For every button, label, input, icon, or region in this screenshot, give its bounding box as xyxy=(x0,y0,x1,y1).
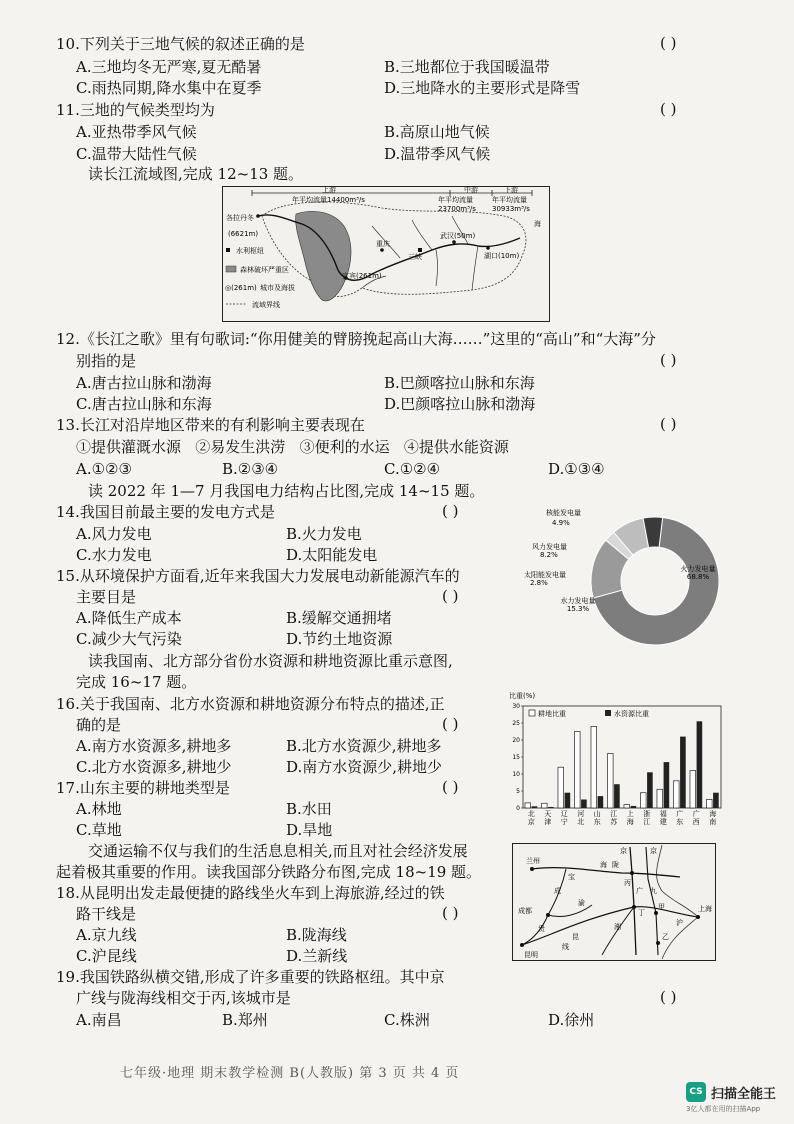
q16-option-a: A.南方水资源多,耕地多 xyxy=(76,737,232,755)
bar-chart-ylabel: 比重(%) xyxy=(509,692,536,700)
flow-middle-value: 23700m³/s xyxy=(438,205,476,213)
q16-stem-2: 确的是 xyxy=(76,716,122,734)
bar-farmland-0 xyxy=(525,803,531,808)
q13-option-b: B.②③④ xyxy=(222,460,279,478)
rail-jiu: 九 xyxy=(650,887,657,895)
q18-option-d: D.兰新线 xyxy=(286,947,348,965)
scanner-watermark xyxy=(686,1082,776,1114)
q13-answer-paren: ( ) xyxy=(660,415,677,433)
rail-guang: 广 xyxy=(636,887,643,895)
donut-category-4: 核能发电量 xyxy=(546,509,581,517)
q18-option-b: B.陇海线 xyxy=(286,926,347,944)
bar-xlabel-5-1: 苏 xyxy=(610,818,618,826)
q13-option-c: C.①②④ xyxy=(384,460,441,478)
q10-option-b: B.三地都位于我国暖温带 xyxy=(384,58,550,76)
q10-option-d: D.三地降水的主要形式是降雪 xyxy=(384,79,581,97)
rail-shanghai: 上海 xyxy=(698,905,712,913)
legend-water: 水资源比重 xyxy=(614,710,649,718)
q10-option-c: C.雨热同期,降水集中在夏季 xyxy=(76,79,262,97)
rail-hu: 沪 xyxy=(676,919,683,927)
legend-city-prefix: ◎(261m) xyxy=(225,284,257,292)
q19-answer-paren: ( ) xyxy=(660,988,677,1006)
label-source: 各拉丹冬 xyxy=(226,214,254,222)
bar-xlabel-3-1: 北 xyxy=(577,818,585,826)
bar-ytick-label-4: 20 xyxy=(512,737,520,744)
donut-value-2: 2.8% xyxy=(530,579,548,587)
q11-stem: 11.三地的气候类型均为 xyxy=(56,101,215,119)
intro-12-13: 读长江流域图,完成 12~13 题。 xyxy=(88,165,304,183)
bar-farmland-7 xyxy=(640,793,646,808)
label-upper: 上游 xyxy=(322,186,336,194)
donut-category-1: 水力发电量 xyxy=(560,597,596,605)
q15-option-b: B.缓解交通拥堵 xyxy=(286,609,392,627)
bar-xlabel-2-1: 宁 xyxy=(560,818,568,826)
q13-option-a: A.①②③ xyxy=(76,460,132,478)
bar-water-6 xyxy=(631,806,637,808)
rail-ding: 丁 xyxy=(638,909,645,917)
rail-chengdu: 成都 xyxy=(518,907,532,915)
q10-answer-paren: ( ) xyxy=(660,34,677,52)
donut-value-4: 4.9% xyxy=(552,519,570,527)
q13-option-d: D.①③④ xyxy=(548,460,605,478)
intro-14-15: 读 2022 年 1—7 月我国电力结构占比图,完成 14~15 题。 xyxy=(88,482,485,500)
bar-xlabel-1-1: 津 xyxy=(544,818,552,826)
q16-option-b: B.北方水资源少,耕地多 xyxy=(286,737,442,755)
q17-option-c: C.草地 xyxy=(76,821,122,839)
q11-answer-paren: ( ) xyxy=(660,100,677,118)
label-source-alt: (6621m) xyxy=(228,230,259,238)
scanner-brand-name: 扫描全能王 xyxy=(711,1086,777,1102)
rail-cheng: 成 xyxy=(554,887,561,895)
bar-xlabel-10-0: 广 xyxy=(692,810,700,818)
label-wuhan: 武汉(50m) xyxy=(440,232,476,240)
rail-hai: 海 xyxy=(600,861,607,869)
bar-xlabel-6-1: 海 xyxy=(626,818,634,826)
bar-water-3 xyxy=(581,800,587,809)
q19-stem-2: 广线与陇海线相交于丙,该城市是 xyxy=(76,989,291,1007)
bar-chart-legend xyxy=(529,709,649,718)
bar-farmland-10 xyxy=(690,771,696,808)
q11-option-c: C.温带大陆性气候 xyxy=(76,145,197,163)
bar-ytick-label-3: 15 xyxy=(512,754,520,761)
flow-lower-value: 30933m³/s xyxy=(492,205,530,213)
bar-ytick-label-0: 0 xyxy=(516,805,520,812)
bar-xlabel-6-0: 上 xyxy=(626,810,634,818)
rail-yi: 乙 xyxy=(662,933,669,941)
q16-stem: 16.关于我国南、北方水资源和耕地资源分布特点的描述,正 xyxy=(56,695,445,713)
rail-bing: 丙 xyxy=(624,879,631,887)
rail-jing-2: 京 xyxy=(650,847,657,855)
bar-xlabel-7-0: 浙 xyxy=(643,810,651,818)
bar-xlabel-0-0: 北 xyxy=(527,810,535,818)
bar-water-8 xyxy=(664,762,670,808)
bar-xlabel-9-0: 广 xyxy=(676,810,684,818)
legend-city: 城市及海拔 xyxy=(260,284,295,292)
q12-option-b: B.巴颜喀拉山脉和东海 xyxy=(384,374,535,392)
donut-value-3: 8.2% xyxy=(540,551,558,559)
legend-swatch-water xyxy=(605,710,611,716)
bar-water-11 xyxy=(713,793,719,808)
q19-option-b: B.郑州 xyxy=(222,1011,268,1029)
legend-forest: 森林破坏严重区 xyxy=(240,266,289,274)
scanner-tagline: 3亿人都在用的扫描App xyxy=(686,1105,761,1113)
q14-option-c: C.水力发电 xyxy=(76,546,152,564)
bar-farmland-1 xyxy=(541,803,547,808)
q18-stem: 18.从昆明出发走最便捷的路线坐火车到上海旅游,经过的铁 xyxy=(56,884,445,902)
bar-ytick-label-5: 25 xyxy=(512,720,520,727)
q18-option-a: A.京九线 xyxy=(76,926,137,944)
bar-water-2 xyxy=(565,793,571,808)
q15-answer-paren: ( ) xyxy=(442,587,459,605)
label-chongqing: 重庆 xyxy=(376,240,390,248)
q12-stem-2: 别指的是 xyxy=(76,352,137,370)
q18-answer-paren: ( ) xyxy=(442,904,459,922)
bar-xlabel-7-1: 江 xyxy=(643,818,651,826)
bar-farmland-2 xyxy=(558,767,564,808)
q15-stem-2: 主要目是 xyxy=(76,588,137,606)
rail-lanzhou: 兰州 xyxy=(526,857,540,865)
q14-option-b: B.火力发电 xyxy=(286,525,362,543)
q12-answer-paren: ( ) xyxy=(660,351,677,369)
q11-option-b: B.高原山地气候 xyxy=(384,123,490,141)
donut-category-3: 风力发电量 xyxy=(532,543,567,551)
q18-option-c: C.沪昆线 xyxy=(76,947,137,965)
q15-option-c: C.减少大气污染 xyxy=(76,630,182,648)
power-structure-donut-chart xyxy=(510,505,730,655)
bar-water-1 xyxy=(548,807,554,808)
q14-option-d: D.太阳能发电 xyxy=(286,546,378,564)
bar-farmland-6 xyxy=(624,805,630,808)
q15-option-a: A.降低生产成本 xyxy=(76,609,182,627)
bar-xlabel-5-0: 江 xyxy=(610,810,618,818)
flow-middle: 年平均流量 xyxy=(438,196,473,204)
q12-option-d: D.巴颜喀拉山脉和渤海 xyxy=(384,395,536,413)
label-lower: 下游 xyxy=(504,186,518,194)
q16-option-c: C.北方水资源多,耕地少 xyxy=(76,758,232,776)
bar-farmland-4 xyxy=(591,726,597,808)
q19-option-c: C.株洲 xyxy=(384,1011,430,1029)
bar-water-5 xyxy=(614,784,620,808)
q17-option-a: A.林地 xyxy=(76,800,122,818)
bar-xlabel-2-0: 辽 xyxy=(560,810,568,818)
rail-kun: 昆 xyxy=(572,933,579,941)
legend-boundary: 流域界线 xyxy=(252,301,280,309)
rail-long: 陇 xyxy=(612,861,619,869)
label-yibin: 宜宾(261m) xyxy=(342,272,382,280)
q14-answer-paren: ( ) xyxy=(442,502,459,520)
bar-xlabel-4-1: 东 xyxy=(593,818,601,826)
yangtze-river-basin-map xyxy=(222,186,550,322)
legend-swatch-farmland xyxy=(529,710,535,716)
q17-option-b: B.水田 xyxy=(286,800,332,818)
rail-jia: 甲 xyxy=(658,903,665,911)
rail-xiang: 湘 xyxy=(614,923,621,931)
flow-upper: 年平均流量14400m³/s xyxy=(292,196,365,204)
bar-water-9 xyxy=(680,737,686,808)
q16-option-d: D.南方水资源少,耕地少 xyxy=(286,758,443,776)
bar-xlabel-9-1: 东 xyxy=(676,818,684,826)
bar-xlabel-11-0: 海 xyxy=(709,810,717,818)
q12-option-c: C.唐古拉山脉和东海 xyxy=(76,395,212,413)
bar-xlabel-8-1: 建 xyxy=(659,818,667,826)
bar-xlabel-0-1: 京 xyxy=(527,818,535,826)
water-farmland-bar-chart xyxy=(505,690,725,832)
q15-option-d: D.节约土地资源 xyxy=(286,630,393,648)
q19-option-a: A.南昌 xyxy=(76,1011,122,1029)
intro-16-17: 读我国南、北方部分省份水资源和耕地资源比重示意图, xyxy=(88,652,453,670)
bar-ytick-label-2: 10 xyxy=(512,771,520,778)
q16-answer-paren: ( ) xyxy=(442,715,459,733)
bar-chart-xlabels xyxy=(528,809,717,826)
q10-stem: 10.下列关于三地气候的叙述正确的是 xyxy=(56,35,305,53)
legend-hydro: 水利枢纽 xyxy=(236,247,264,255)
flow-lower: 年平均流量 xyxy=(492,196,527,204)
q19-option-d: D.徐州 xyxy=(548,1011,595,1029)
label-sanxia: 三峡 xyxy=(408,253,422,261)
q17-option-d: D.旱地 xyxy=(286,821,333,839)
bar-ytick-label-6: 30 xyxy=(512,703,520,710)
rail-jing: 京 xyxy=(620,847,627,855)
rail-kunming: 昆明 xyxy=(524,951,538,959)
bar-ytick-label-1: 5 xyxy=(516,788,520,795)
donut-category-0: 火力发电量 xyxy=(680,565,716,573)
q13-stem: 13.长江对沿岸地区带来的有利影响主要表现在 xyxy=(56,416,365,434)
q14-option-a: A.风力发电 xyxy=(76,525,152,543)
rail-gui: 贵 xyxy=(538,925,545,933)
q14-stem: 14.我国目前最主要的发电方式是 xyxy=(56,503,275,521)
q13-items: ①提供灌溉水源 ②易发生洪涝 ③便利的水运 ④提供水能资源 xyxy=(76,438,509,456)
page-footer: 七年级·地理 期末教学检测 B(人教版) 第 3 页 共 4 页 xyxy=(120,1066,460,1081)
scanner-logo-icon: CS xyxy=(686,1082,706,1102)
q11-option-d: D.温带季风气候 xyxy=(384,145,491,163)
bar-xlabel-4-0: 山 xyxy=(593,810,601,818)
bar-farmland-11 xyxy=(706,800,712,809)
bar-water-0 xyxy=(532,806,538,808)
railway-network-map xyxy=(512,843,716,961)
rail-bao: 宝 xyxy=(568,873,575,881)
bar-xlabel-3-0: 河 xyxy=(577,810,585,818)
bar-xlabel-11-1: 南 xyxy=(709,818,717,826)
donut-value-0: 68.8% xyxy=(686,573,710,581)
donut-category-2: 太阳能发电量 xyxy=(524,571,566,579)
q17-answer-paren: ( ) xyxy=(442,778,459,796)
label-hukou: 湖口(10m) xyxy=(484,252,520,260)
bar-xlabel-10-1: 西 xyxy=(692,818,700,826)
intro-18-19: 交通运输不仅与我们的生活息息相关,而且对社会经济发展 xyxy=(88,842,468,860)
bar-farmland-8 xyxy=(657,789,663,808)
bar-farmland-5 xyxy=(607,754,613,808)
q12-option-a: A.唐古拉山脉和渤海 xyxy=(76,374,212,392)
label-sea-1: 海 xyxy=(534,220,541,228)
q19-stem: 19.我国铁路纵横交错,形成了许多重要的铁路枢纽。其中京 xyxy=(56,968,445,986)
donut-slices xyxy=(591,517,719,645)
q12-stem: 12.《长江之歌》里有句歌词:“你用健美的臂膀挽起高山大海……”这里的“高山”和“大海”分 xyxy=(56,330,656,348)
rail-yu: 渝 xyxy=(578,899,585,907)
rail-xian: 线 xyxy=(562,943,569,951)
bar-farmland-3 xyxy=(574,732,580,809)
q11-option-a: A.亚热带季风气候 xyxy=(76,123,197,141)
bar-chart-bars xyxy=(525,721,719,808)
q18-stem-2: 路干线是 xyxy=(76,905,137,923)
intro-18-19-line2: 起着极其重要的作用。读我国部分铁路分布图,完成 18~19 题。 xyxy=(56,863,482,881)
bar-water-7 xyxy=(647,772,653,808)
donut-value-1: 15.3% xyxy=(566,605,590,613)
bar-xlabel-1-0: 天 xyxy=(544,810,552,818)
q10-option-a: A.三地均冬无严寒,夏无酷暑 xyxy=(76,58,262,76)
q15-stem: 15.从环境保护方面看,近年来我国大力发展电动新能源汽车的 xyxy=(56,567,460,585)
label-middle: 中游 xyxy=(464,186,478,194)
bar-xlabel-8-0: 福 xyxy=(659,810,667,818)
bar-water-10 xyxy=(697,721,703,808)
q17-stem: 17.山东主要的耕地类型是 xyxy=(56,779,230,797)
legend-farmland: 耕地比重 xyxy=(538,710,566,718)
intro-16-17-line2: 完成 16~17 题。 xyxy=(76,673,197,691)
bar-farmland-9 xyxy=(673,781,679,808)
bar-water-4 xyxy=(598,796,604,808)
